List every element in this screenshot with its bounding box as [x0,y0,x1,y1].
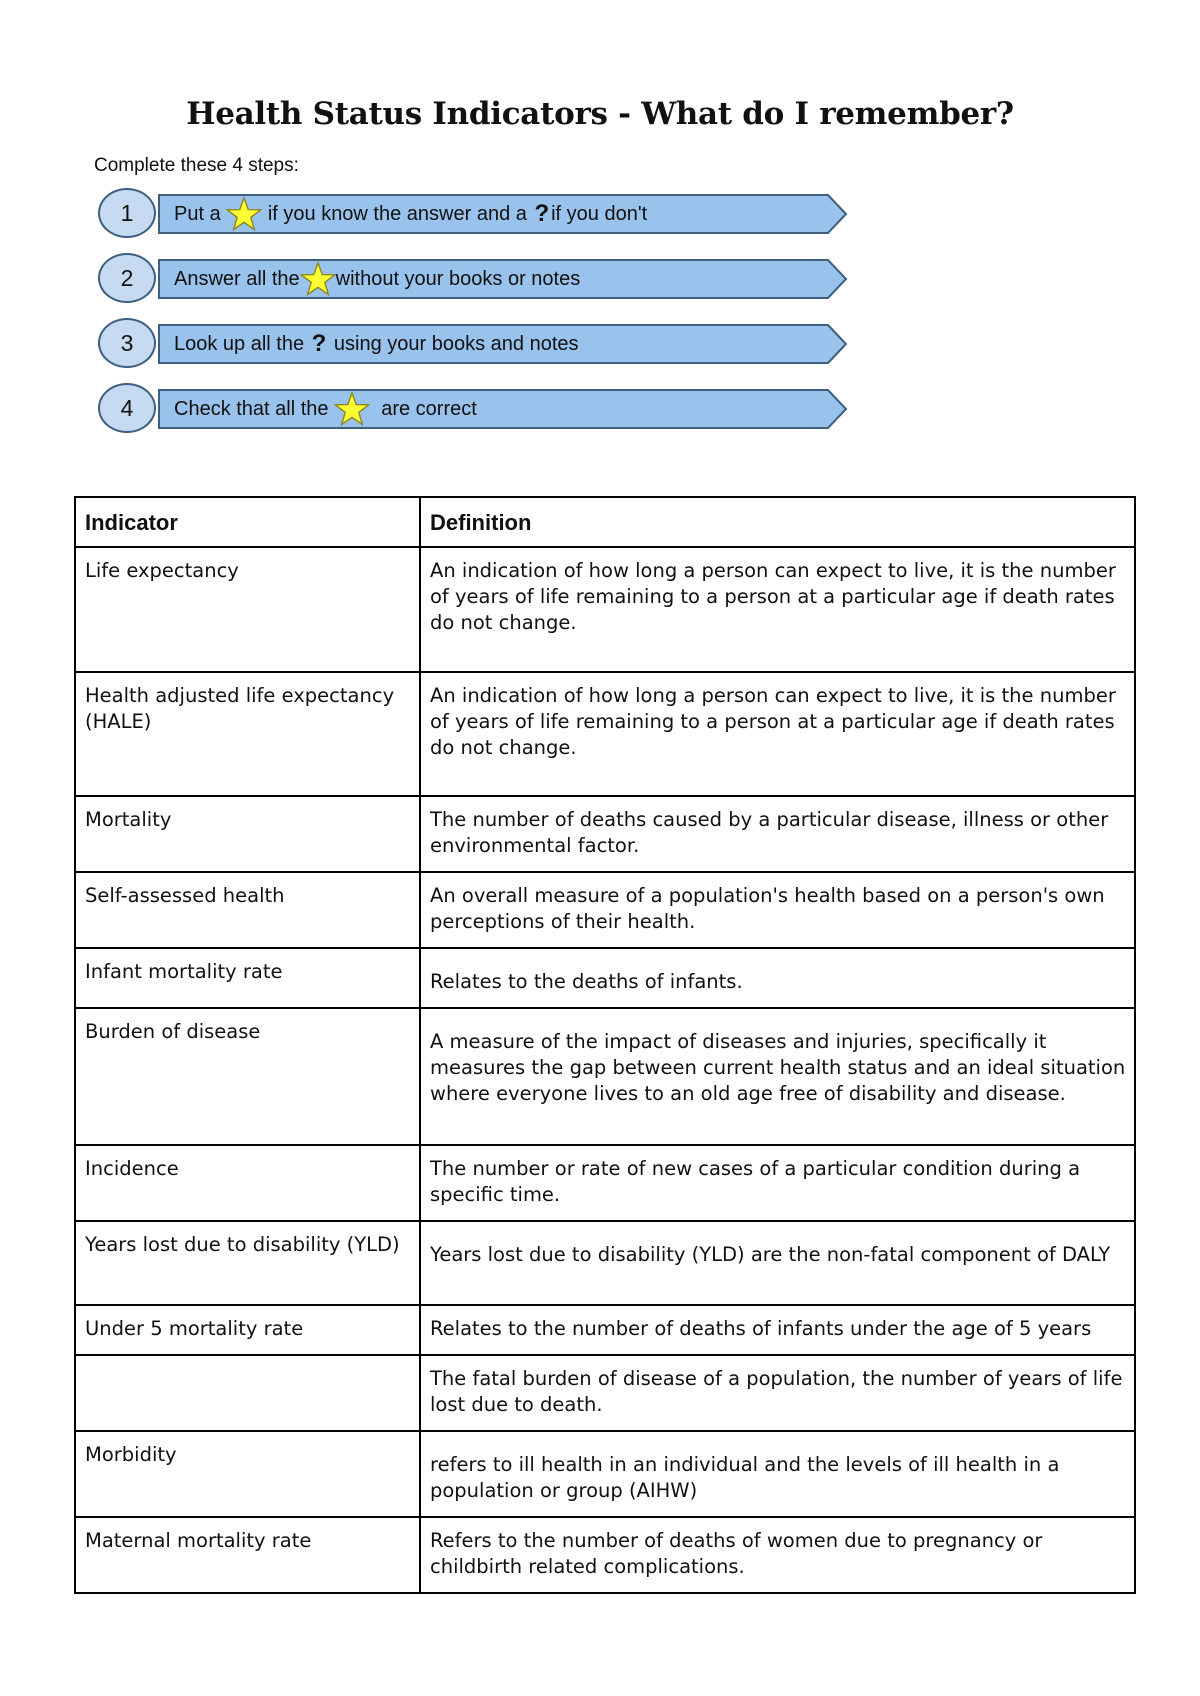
definition-cell: Years lost due to disability (YLD) are the non-fatal component of DALY [420,1221,1135,1305]
table-row [75,1221,1135,1305]
indicator-cell: Years lost due to disability (YLD) [75,1221,420,1305]
table-row [75,672,1135,796]
step-number: 1 [98,188,156,238]
header-definition: Definition [420,497,1135,547]
step-2 [96,251,856,307]
definition-cell: refers to ill health in an individual and the levels of ill health in a population or group (AIHW) [420,1431,1135,1517]
step-text-after: are correct [381,397,477,420]
indicator-cell: Burden of disease [75,1008,420,1145]
step-3 [96,316,856,372]
step-text [174,263,580,295]
definition-cell: The number of deaths caused by a particular disease, illness or other environmental factor. [420,796,1135,872]
table-row [75,1305,1135,1355]
step-text-after: without your books or notes [335,267,581,290]
definition-cell: The number or rate of new cases of a particular condition during a specific time. [420,1145,1135,1221]
step-text [174,198,647,230]
indicator-cell: Life expectancy [75,547,420,672]
step-text-after: using your books and notes [333,332,579,355]
step-number: 3 [98,318,156,368]
table-row [75,547,1135,672]
step-text-before: Answer all the [174,267,300,290]
indicator-cell: Maternal mortality rate [75,1517,420,1593]
indicators-table [74,496,1136,1594]
star-icon [334,391,370,427]
header-indicator: Indicator [75,497,420,547]
step-text [174,393,477,425]
question-mark-icon: ? [311,330,327,357]
step-text-after-2: if you don't [551,202,648,225]
steps-heading: Complete these 4 steps: [94,155,299,176]
table-row [75,1517,1135,1593]
step-text [174,328,579,360]
definition-cell: A measure of the impact of diseases and injuries, specifically it measures the gap between current health status and an ideal situation where everyone lives to an old age free of disability and disease. [420,1008,1135,1145]
step-text-before: Check that all the [174,397,329,420]
indicator-cell: Health adjusted life expectancy (HALE) [75,672,420,796]
indicator-cell: Mortality [75,796,420,872]
definition-cell: An overall measure of a population's health based on a person's own perceptions of their health. [420,872,1135,948]
table-row [75,1431,1135,1517]
step-number: 4 [98,383,156,433]
indicator-cell: Incidence [75,1145,420,1221]
table-row [75,1008,1135,1145]
step-text-before: Put a [174,202,221,225]
star-icon [300,261,336,297]
indicator-cell: Self-assessed health [75,872,420,948]
definition-cell: Relates to the number of deaths of infants under the age of 5 years [420,1305,1135,1355]
definition-cell: Relates to the deaths of infants. [420,948,1135,1008]
table-header-row [75,497,1135,547]
indicator-cell [75,1355,420,1431]
definition-cell: An indication of how long a person can expect to live, it is the number of years of life remaining to a person at a particular age if death rates do not change. [420,547,1135,672]
table-row [75,948,1135,1008]
step-text-after: if you know the answer and a [267,202,527,225]
table-row [75,1145,1135,1221]
table-row [75,796,1135,872]
indicator-cell: Infant mortality rate [75,948,420,1008]
star-icon [226,196,262,232]
step-1 [96,186,856,242]
step-text-before: Look up all the [174,332,305,355]
definition-cell: Refers to the number of deaths of women due to pregnancy or childbirth related complications. [420,1517,1135,1593]
definition-cell: The fatal burden of disease of a population, the number of years of life lost due to death. [420,1355,1135,1431]
indicator-cell: Morbidity [75,1431,420,1517]
table-row [75,872,1135,948]
question-mark-icon: ? [534,200,550,227]
page-title: Health Status Indicators - What do I remember? [186,96,1014,132]
table-row [75,1355,1135,1431]
step-4 [96,381,856,437]
definition-cell: An indication of how long a person can expect to live, it is the number of years of life remaining to a person at a particular age if death rates do not change. [420,672,1135,796]
indicator-cell: Under 5 mortality rate [75,1305,420,1355]
step-number: 2 [98,253,156,303]
